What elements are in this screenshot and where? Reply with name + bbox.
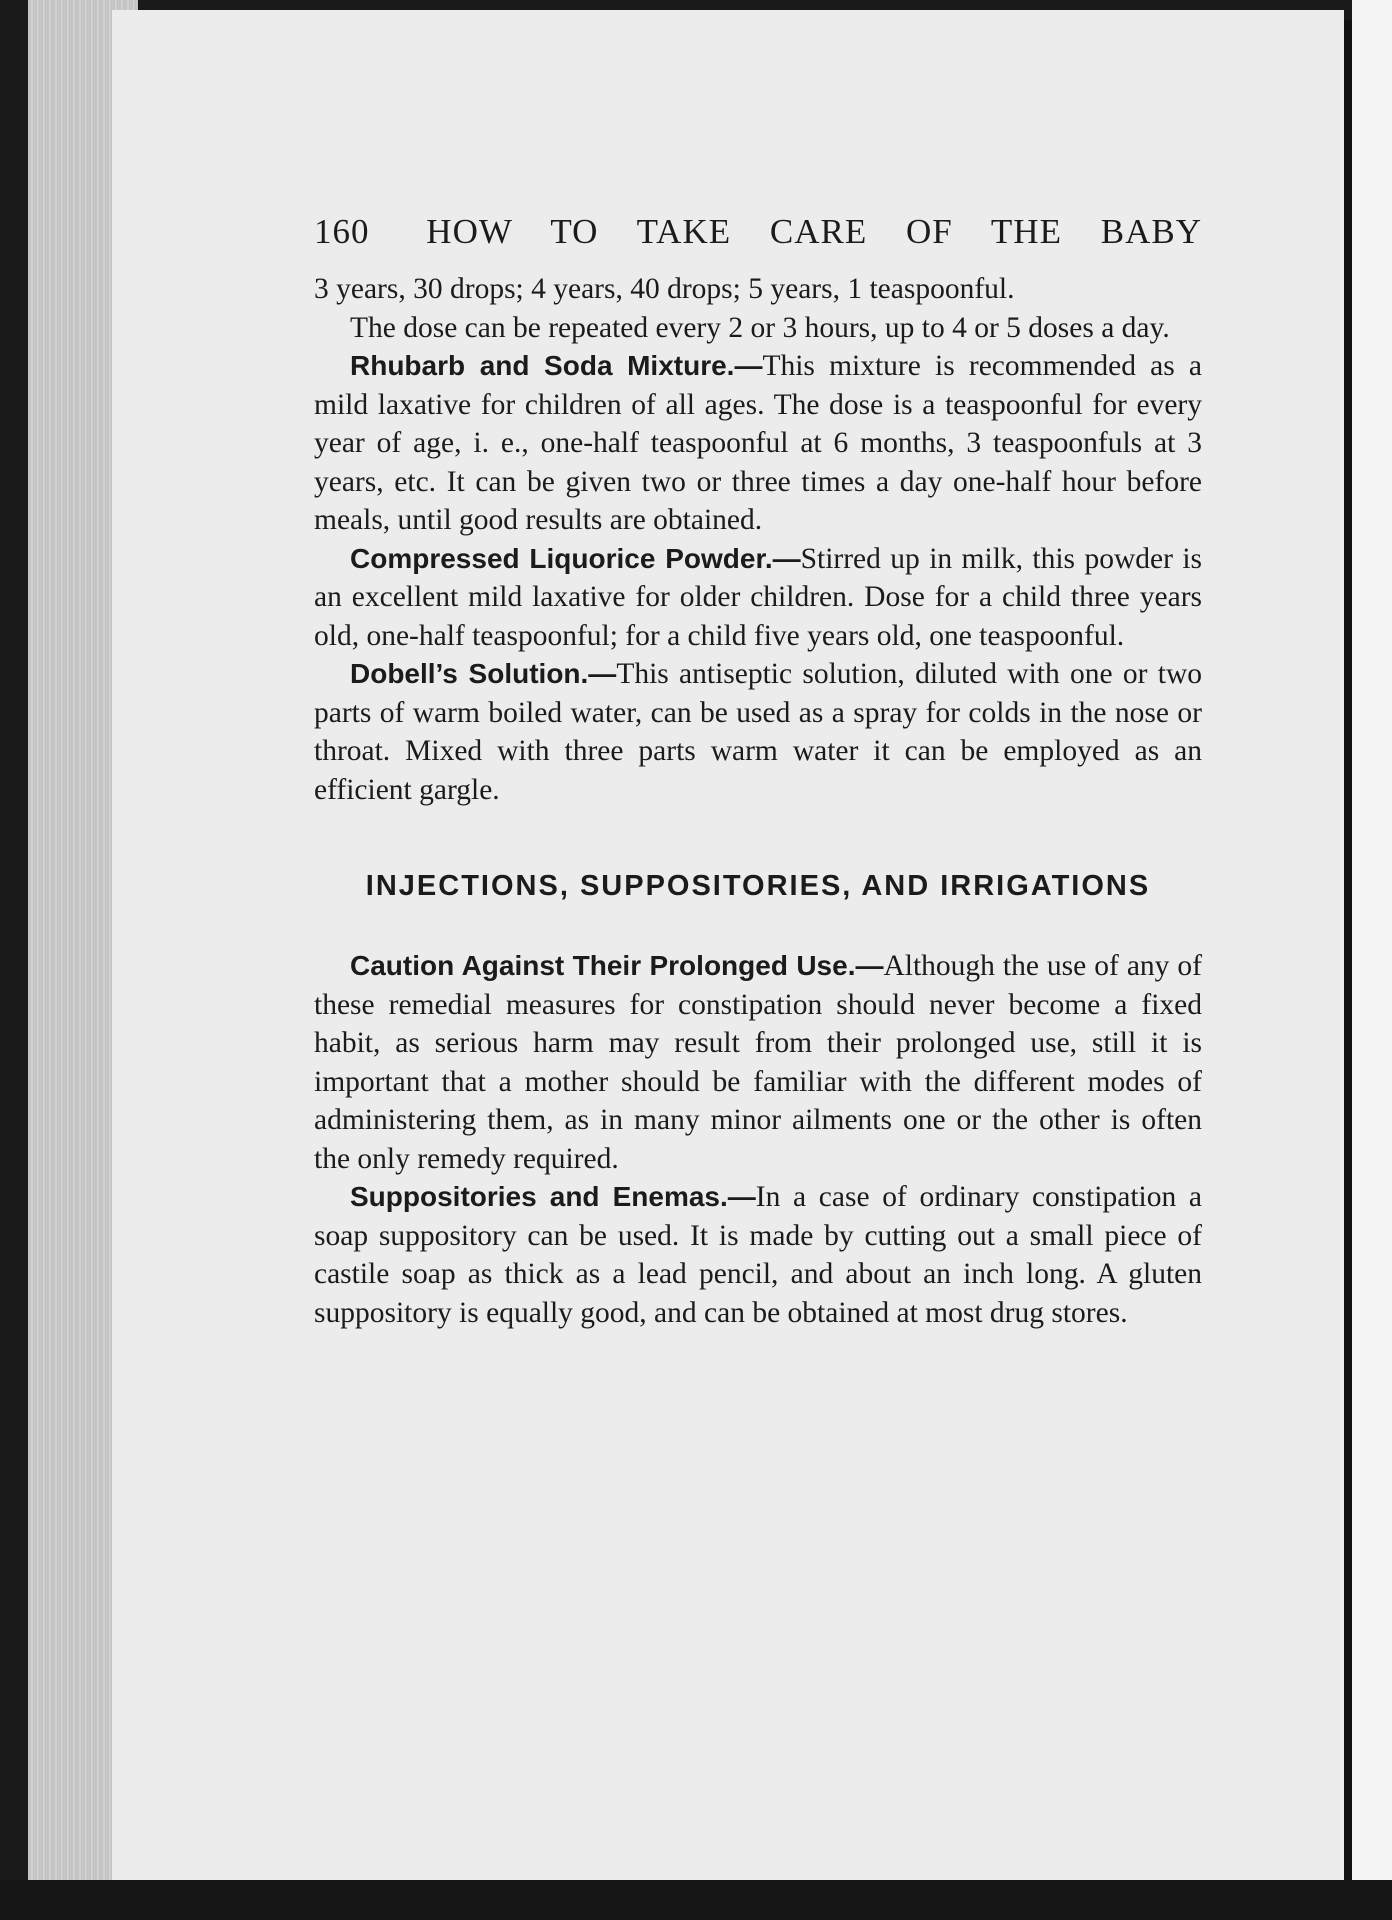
liquorice-powder-text: Stirred up in milk, this powder is an excellent mild laxative for older children. Dose for a child three years old, one-half teaspoonful; for a child five years old, one teaspoonful. — [314, 542, 1202, 652]
page-text — [314, 210, 1202, 1332]
dobell-solution-text: This antiseptic solution, diluted with one or two parts of warm boiled water, can be used as a spray for colds in the nose or throat. Mixed with three parts warm water it can be employed as an efficient gargle. — [314, 658, 1202, 806]
paragraph-dobell-solution — [314, 655, 1202, 809]
paragraph-dosage-continued: 3 years, 30 drops; 4 years, 40 drops; 5 years, 1 teaspoonful. — [314, 273, 1015, 305]
running-title: HOW TO TAKE CARE OF THE BABY — [426, 212, 1203, 251]
caution-heading: Caution Against Their Prolonged Use.— — [350, 950, 884, 981]
paragraph-dose-repeat: The dose can be repeated every 2 or 3 hours, up to 4 or 5 doses a day. — [350, 311, 1170, 344]
liquorice-powder-heading: Compressed Liquorice Powder.— — [350, 542, 801, 574]
paragraph-suppositories-enemas — [314, 1178, 1202, 1332]
section-heading: INJECTIONS, SUPPOSITORIES, AND IRRIGATIONS — [365, 870, 1151, 902]
paragraph-liquorice-powder — [314, 540, 1202, 656]
rhubarb-soda-heading: Rhubarb and Soda Mixture.— — [350, 350, 763, 381]
paragraph-caution — [314, 947, 1202, 1178]
caution-text: Although the use of any of these remedial measures for constipation should never become a fixed habit, as serious harm may result from their prolonged use, still it is important that a mother should be familiar with the different modes of administering them, as in many minor ailments one or the other is often the only remedy required. — [314, 950, 1202, 1175]
dobell-solution-heading: Dobell’s Solution.— — [350, 658, 617, 689]
running-head — [314, 210, 1202, 254]
facing-page-margin — [1352, 0, 1392, 1920]
rhubarb-soda-text: This mixture is recommended as a mild laxative for children of all ages. The dose is a teaspoonful for every year of age, i. e., one-half teaspoonful at 6 months, 3 teaspoonfuls at 3 years, etc. It can be given two or three times a day one-half hour before meals, until good results are obtained. — [314, 350, 1202, 536]
page-number: 160 — [314, 212, 370, 251]
scan-bottom-border — [0, 1880, 1392, 1920]
suppositories-enemas-text: In a case of ordinary constipation a soap suppository can be used. It is made by cutting out a small piece of castile soap as thick as a lead pencil, and about an inch long. A gluten suppository is equally good, and can be obtained at most drug stores. — [314, 1181, 1202, 1329]
paragraph-rhubarb-soda — [314, 347, 1202, 540]
page-gutter-line — [1344, 20, 1352, 1880]
suppositories-enemas-heading: Suppositories and Enemas.— — [350, 1181, 756, 1212]
